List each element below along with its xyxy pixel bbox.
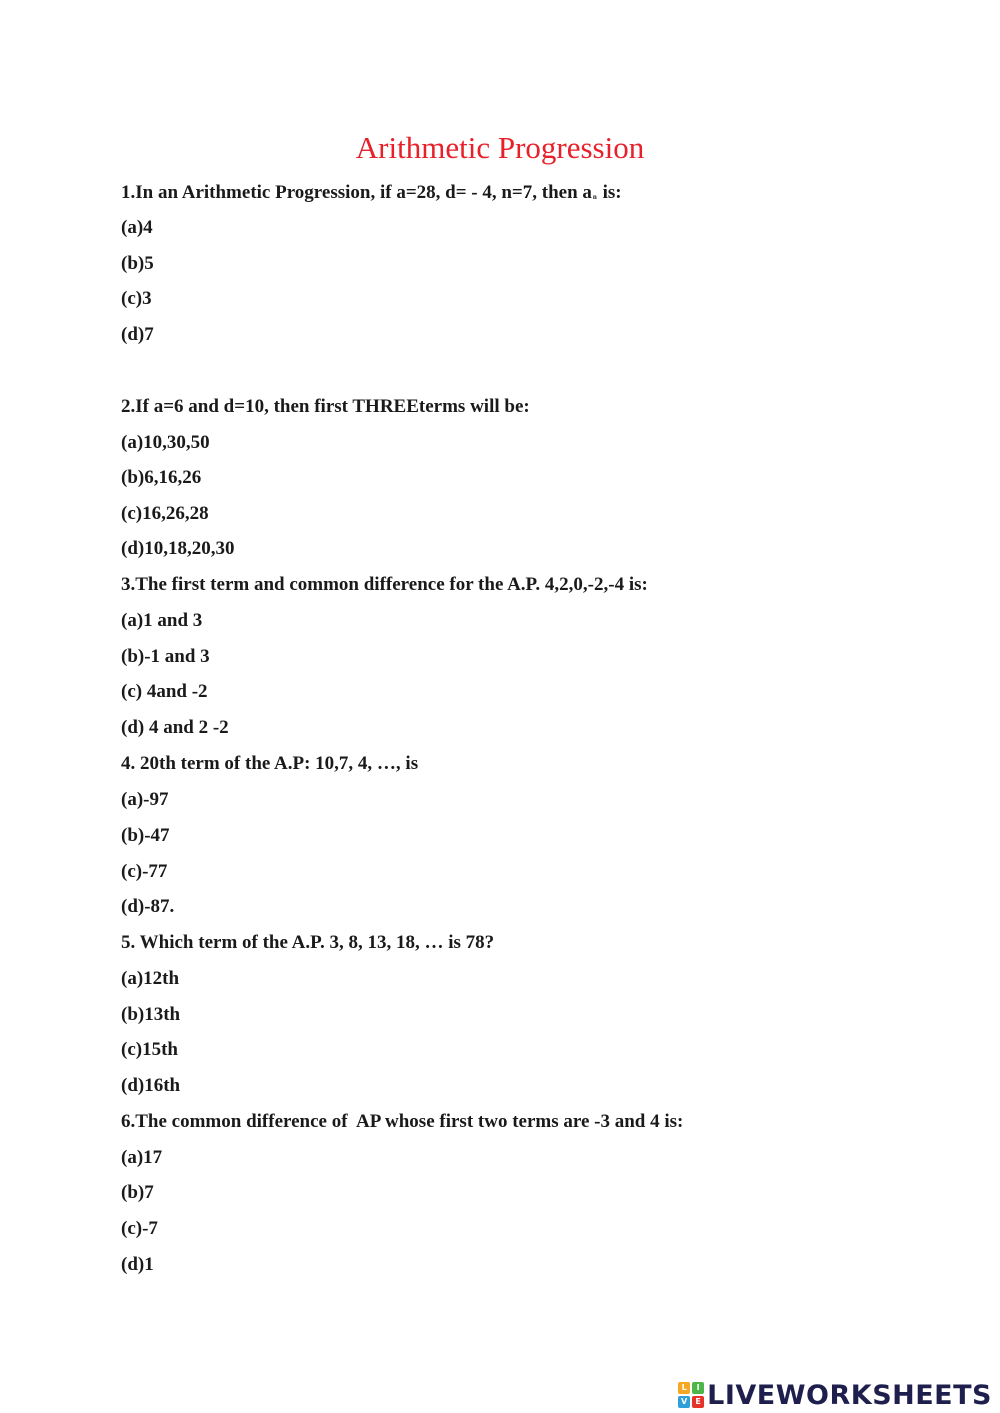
question-1-option-a[interactable]: (a)4 <box>121 217 153 238</box>
question-3-prompt: 3.The first term and common difference for the A.P. 4,2,0,-2,-4 is: <box>121 574 648 595</box>
question-5-option-c[interactable]: (c)15th <box>121 1039 178 1060</box>
question-3-option-d[interactable]: (d) 4 and 2 -2 <box>121 717 229 738</box>
question-1-option-b[interactable]: (b)5 <box>121 253 154 274</box>
question-1-prompt <box>121 181 622 209</box>
question-4-option-b[interactable]: (b)-47 <box>121 825 170 846</box>
question-4-prompt: 4. 20th term of the A.P: 10,7, 4, …, is <box>121 753 419 774</box>
question-3-option-c[interactable]: (c) 4and -2 <box>121 681 208 702</box>
question-1-option-d[interactable]: (d)7 <box>121 324 154 345</box>
logo-mark-icon <box>678 1382 704 1408</box>
question-4-option-a[interactable]: (a)-97 <box>121 789 169 810</box>
question-5-option-d[interactable]: (d)16th <box>121 1075 181 1096</box>
question-6-prompt: 6.The common difference of AP whose first two terms are -3 and 4 is: <box>121 1111 684 1132</box>
subscript: n <box>592 193 597 201</box>
logo-letter-v: V <box>678 1396 690 1408</box>
logo-text: LIVEWORKSHEETS <box>707 1379 992 1411</box>
question-2-prompt: 2.If a=6 and d=10, then first THREEterms will be: <box>121 396 530 417</box>
question-5-option-a[interactable]: (a)12th <box>121 968 180 989</box>
question-6-option-c[interactable]: (c)-7 <box>121 1218 158 1239</box>
logo-letter-e: E <box>692 1396 704 1408</box>
question-text: 1.In an Arithmetic Progression, if a=28, d= - 4, n=7, then a <box>121 182 592 203</box>
question-3-option-b[interactable]: (b)-1 and 3 <box>121 646 210 667</box>
question-4-option-d[interactable]: (d)-87. <box>121 896 175 917</box>
question-2-option-a[interactable]: (a)10,30,50 <box>121 432 210 453</box>
logo-letter-i: I <box>692 1382 704 1394</box>
logo-letter-l: L <box>678 1382 690 1394</box>
question-6-option-a[interactable]: (a)17 <box>121 1147 163 1168</box>
question-5-option-b[interactable]: (b)13th <box>121 1004 181 1025</box>
question-1-option-c[interactable]: (c)3 <box>121 288 152 309</box>
question-5-prompt: 5. Which term of the A.P. 3, 8, 13, 18, … is 78? <box>121 932 495 953</box>
question-6-option-d[interactable]: (d)1 <box>121 1254 154 1275</box>
question-3-option-a[interactable]: (a)1 and 3 <box>121 610 203 631</box>
question-text-end: is: <box>597 182 622 203</box>
liveworksheets-logo <box>678 1378 992 1412</box>
question-2-option-b[interactable]: (b)6,16,26 <box>121 467 202 488</box>
question-2-option-d[interactable]: (d)10,18,20,30 <box>121 538 235 559</box>
question-6-option-b[interactable]: (b)7 <box>121 1182 154 1203</box>
question-4-option-c[interactable]: (c)-77 <box>121 861 168 882</box>
page-title: Arithmetic Progression <box>355 130 645 165</box>
question-2-option-c[interactable]: (c)16,26,28 <box>121 503 209 524</box>
